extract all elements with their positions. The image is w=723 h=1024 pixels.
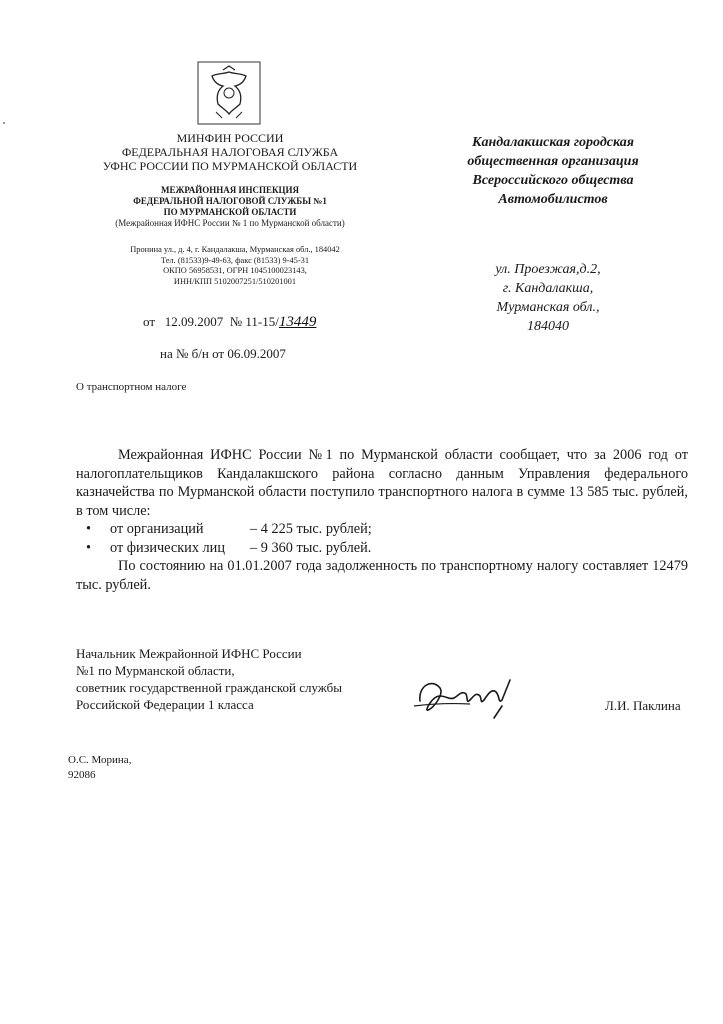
address-line: г. Кандалакша,	[502, 281, 594, 296]
body-paragraph-2: По состоянию на 01.01.2007 года задолженность по транспортному налогу составляет 12479 тыс. рублей.	[76, 558, 688, 593]
inspection-short-name: (Межрайонная ИФНС России № 1 по Мурманской области)	[115, 218, 345, 228]
ref-number-prefix: № 11-15/	[229, 314, 279, 329]
ministry-line: МИНФИН РОССИИ	[176, 131, 284, 145]
addressee-line: общественная организация	[467, 154, 639, 169]
addressee-name	[448, 133, 658, 209]
addressee-address	[478, 260, 618, 336]
position-line: советник государственной гражданской службы	[76, 680, 342, 695]
contact-line: Пронина ул., д. 4, г. Кандалакша, Мурманская обл., 184042	[130, 245, 340, 254]
item-label: от организаций	[110, 521, 204, 537]
bullet-icon: •	[86, 539, 92, 556]
inspection-line: ФЕДЕРАЛЬНОЙ НАЛОГОВОЙ СЛУЖБЫ №1	[133, 196, 327, 206]
item-value: – 4 225 тыс. рублей;	[250, 521, 372, 537]
addressee-line: Всероссийского общества	[472, 173, 634, 188]
position-line: №1 по Мурманской области,	[76, 663, 235, 678]
ministry-line: УФНС РОССИИ ПО МУРМАНСКОЙ ОБЛАСТИ	[102, 159, 358, 173]
coat-of-arms-emblem	[196, 60, 262, 126]
ministry-line: ФЕДЕРАЛЬНАЯ НАЛОГОВАЯ СЛУЖБА	[121, 145, 339, 159]
position-line: Начальник Межрайонной ИФНС России	[76, 646, 302, 661]
position-line: Российской Федерации 1 класса	[76, 697, 254, 712]
address-line: Мурманская обл.,	[496, 300, 600, 315]
contact-line: ОКПО 56958531, ОГРН 1045100023143,	[163, 266, 307, 276]
addressee-line: Автомобилистов	[498, 192, 608, 207]
item-value: – 9 360 тыс. рублей.	[250, 539, 372, 556]
bullet-icon: •	[86, 521, 92, 537]
body-paragraph-1: Межрайонная ИФНС России №1 по Мурманской области сообщает, что за 2006 год от налогоплательщиков Кандалакшского района согласно данным Управления федерального казначейства по Мурманской области поступило транспортного налога в сумме 13 585 тыс. рублей, в том числе:	[76, 447, 688, 519]
letter-body	[76, 446, 688, 594]
signer-name: Л.И. Паклина	[605, 698, 681, 713]
address-line: ул. Проезжая,д.2,	[495, 262, 601, 277]
ref-number-handwritten: 13449	[278, 314, 317, 330]
breakdown-list	[76, 520, 688, 557]
executor-name: О.С. Морина,	[68, 754, 132, 766]
incoming-reference: на № б/н от 06.09.2007	[160, 346, 286, 361]
scan-mark	[3, 122, 5, 124]
handwritten-signature	[410, 666, 530, 726]
contact-line: ИНН/КПП 5102007251/510201001	[173, 276, 297, 286]
inspection-line: ПО МУРМАНСКОЙ ОБЛАСТИ	[163, 207, 297, 217]
executor-info	[68, 753, 131, 783]
executor-phone: 92086	[68, 769, 96, 781]
list-item	[76, 539, 688, 558]
address-line: 184040	[527, 319, 569, 334]
contact-line: Тел. (81533)9-49-63, факс (81533) 9-45-31	[160, 255, 310, 265]
sender-ministry	[90, 131, 370, 173]
sender-contacts	[110, 245, 360, 287]
ref-date: 12.09.2007	[164, 314, 224, 329]
sender-inspection	[90, 185, 370, 229]
addressee-line: Кандалакшская городская	[472, 135, 634, 150]
item-label: от физических лиц	[110, 539, 225, 556]
letter-subject: О транспортном налоге	[76, 381, 187, 393]
ref-from-prefix: от	[143, 314, 156, 329]
inspection-line: МЕЖРАЙОННАЯ ИНСПЕКЦИЯ	[160, 185, 300, 195]
outgoing-reference	[143, 314, 316, 331]
signer-position	[76, 645, 396, 713]
list-item	[76, 520, 688, 539]
